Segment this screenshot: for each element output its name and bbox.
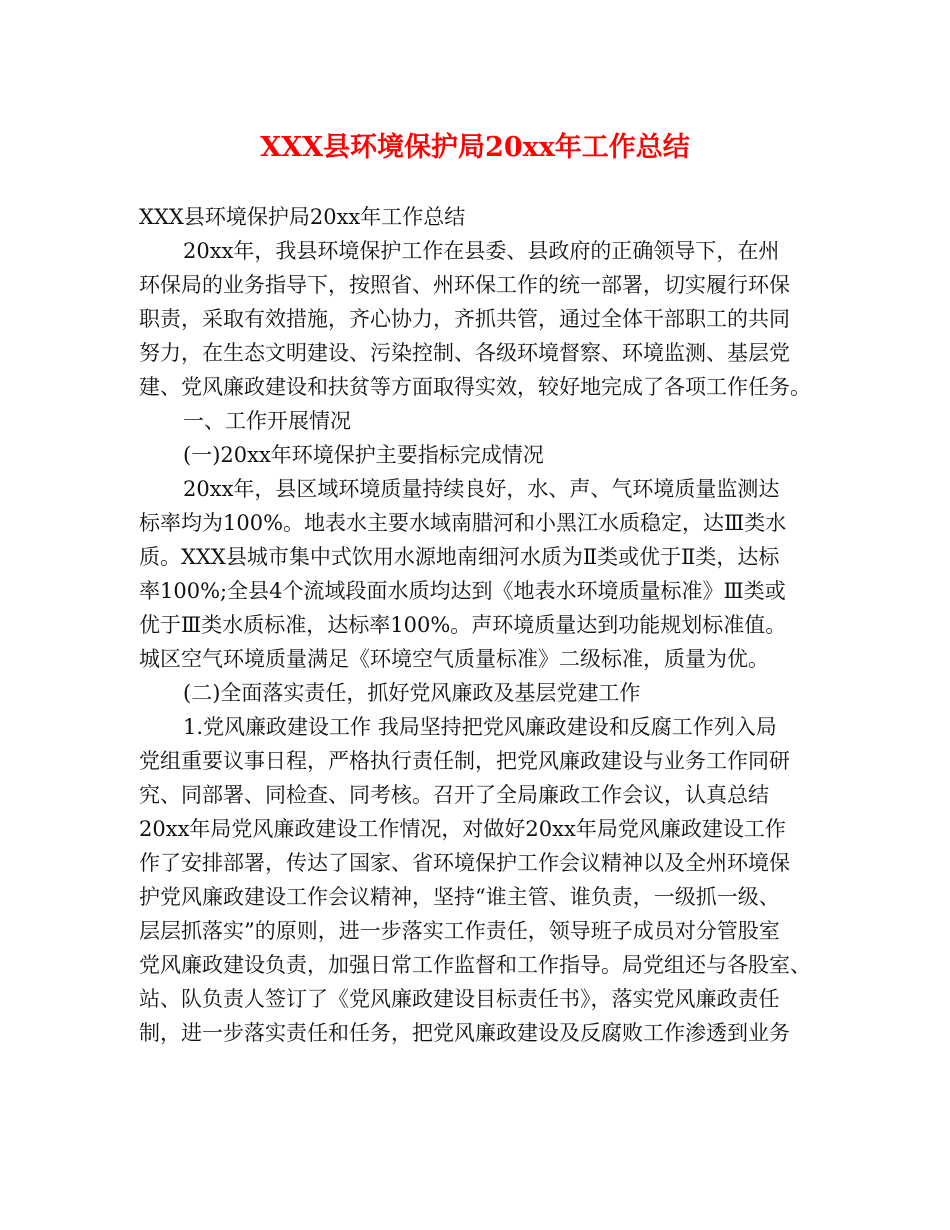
paragraph-line: 作了安排部署，传达了国家、省环境保护工作会议精神以及全州环境保 — [139, 851, 790, 875]
paragraph-line: 制，进一步落实责任和任务，把党风廉政建设及反腐败工作渗透到业务 — [139, 1021, 790, 1045]
paragraph-line: (一)20xx年环境保护主要指标完成情况 — [183, 443, 544, 467]
paragraph-line: 职责，采取有效措施，齐心协力，齐抓共管，通过全体干部职工的共同 — [139, 307, 790, 331]
paragraph-line: 20xx年，我县环境保护工作在县委、县政府的正确领导下，在州 — [183, 239, 780, 263]
paragraph-line: 率100%;全县4个流域段面水质均达到《地表水环境质量标准》Ⅲ类或 — [139, 579, 786, 603]
paragraph-line: 城区空气环境质量满足《环境空气质量标准》二级标准，质量为优。 — [139, 647, 769, 671]
paragraph-line: 优于Ⅲ类水质标准，达标率100%。声环境质量达到功能规划标准值。 — [139, 613, 787, 637]
paragraph-line: 20xx年，县区域环境质量持续良好，水、声、气环境质量监测达 — [183, 477, 780, 501]
paragraph-line: 20xx年局党风廉政建设工作情况，对做好20xx年局党风廉政建设工作 — [139, 817, 786, 841]
paragraph-line: 党风廉政建设负责，加强日常工作监督和工作指导。局党组还与各股室、 — [139, 953, 811, 977]
paragraph-line: 一、工作开展情况 — [183, 409, 351, 433]
paragraph-line: (二)全面落实责任，抓好党风廉政及基层党建工作 — [183, 681, 641, 705]
paragraph-line: 环保局的业务指导下，按照省、州环保工作的统一部署，切实履行环保 — [139, 273, 790, 297]
paragraph-line: XXX县环境保护局20xx年工作总结 — [139, 205, 466, 229]
paragraph-line: 努力，在生态文明建设、污染控制、各级环境督察、环境监测、基层党 — [139, 341, 790, 365]
document-body — [139, 200, 829, 1050]
paragraph-line: 标率均为100%。地表水主要水域南腊河和小黑江水质稳定，达Ⅲ类水 — [139, 511, 787, 535]
paragraph-line: 究、同部署、同检查、同考核。召开了全局廉政工作会议，认真总结 — [139, 783, 769, 807]
paragraph-line: 站、队负责人签订了《党风廉政建设目标责任书》，落实党风廉政责任 — [139, 987, 780, 1011]
paragraph-line: 建、党风廉政建设和扶贫等方面取得实效，较好地完成了各项工作任务。 — [139, 375, 811, 399]
paragraph-line: 护党风廉政建设工作会议精神，坚持“谁主管、谁负责，一级抓一级、 — [139, 885, 780, 909]
paragraph-line: 层层抓落实”的原则，进一步落实工作责任，领导班子成员对分管股室 — [139, 919, 780, 943]
document-title: XXX县环境保护局20xx年工作总结 — [260, 132, 690, 163]
paragraph-line: 1.党风廉政建设工作 我局坚持把党风廉政建设和反腐工作列入局 — [183, 715, 777, 739]
paragraph-line: 质。XXX县城市集中式饮用水源地南细河水质为Ⅱ类或优于Ⅱ类，达标 — [139, 545, 780, 569]
paragraph-line: 党组重要议事日程，严格执行责任制，把党风廉政建设与业务工作同研 — [139, 749, 790, 773]
